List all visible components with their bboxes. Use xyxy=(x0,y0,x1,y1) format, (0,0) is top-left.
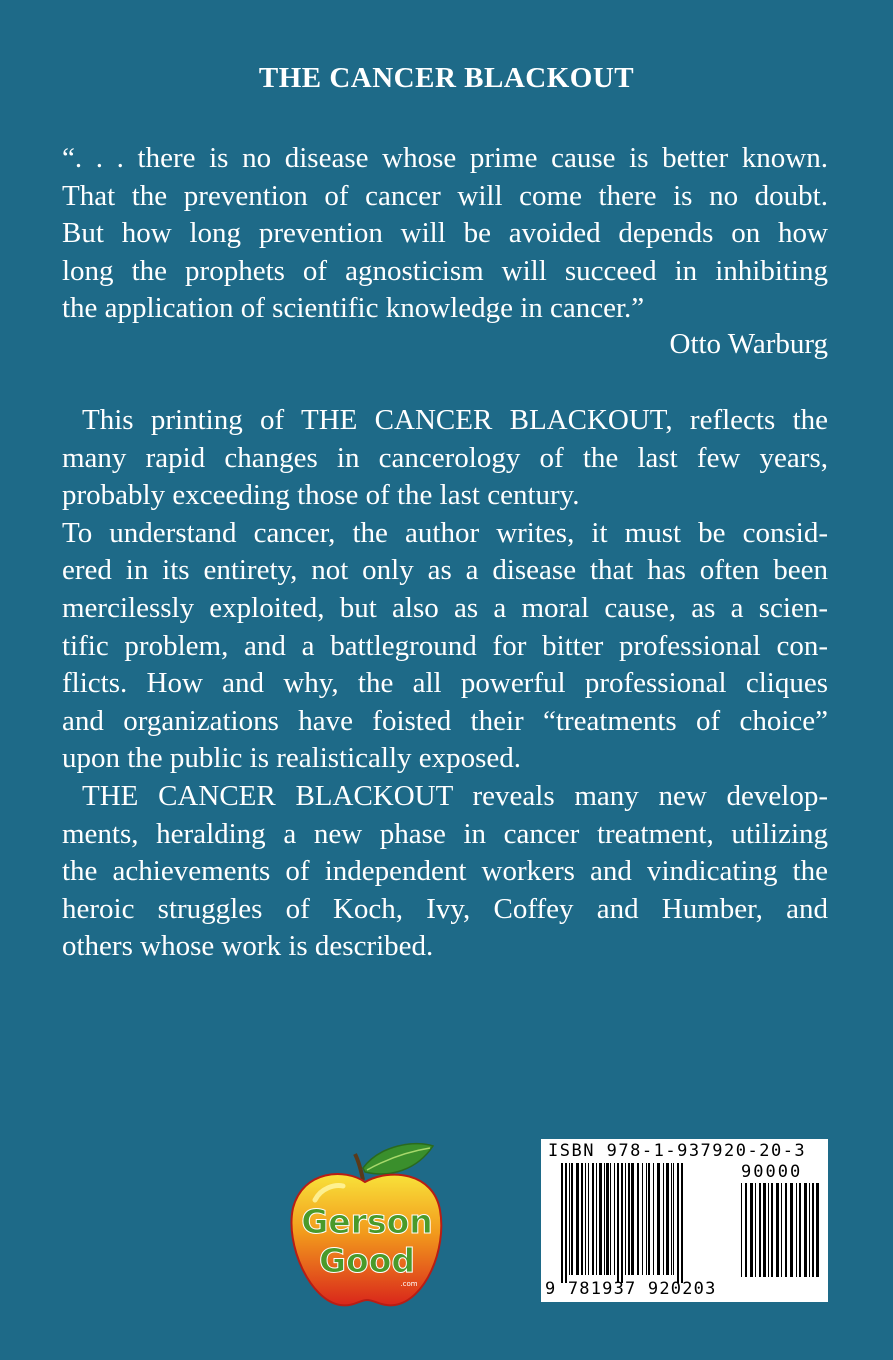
barcode-bar xyxy=(610,1163,611,1275)
barcode-bar xyxy=(768,1183,769,1277)
barcode-bar xyxy=(621,1163,623,1283)
barcode-bar xyxy=(596,1163,597,1275)
barcode-bar xyxy=(571,1163,573,1275)
blurb-line: flicts. How and why, the all powerful professional cliques xyxy=(62,667,828,700)
barcode-bar xyxy=(796,1183,797,1277)
blurb-line: the achievements of independent workers and vindicating the xyxy=(62,855,828,888)
barcode-bar xyxy=(804,1183,807,1277)
price-code: 90000 xyxy=(741,1162,803,1182)
blurb-line: mercilessly exploited, but also as a moral cause, as a scien- xyxy=(62,591,828,624)
barcode-bar xyxy=(565,1163,567,1283)
barcode-bar xyxy=(771,1183,773,1277)
quote-attribution: Otto Warburg xyxy=(669,328,828,360)
barcode-bar xyxy=(637,1163,639,1275)
barcode-bar xyxy=(812,1183,814,1277)
ean-digits: 9 781937 920203 xyxy=(545,1279,717,1299)
blurb-line: others whose work is described. xyxy=(62,930,434,963)
blurb-line: probably exceeding those of the last century. xyxy=(62,479,580,512)
blurb-line: ered in its entirety, not only as a disease that has often been xyxy=(62,554,828,587)
blurb-line: many rapid changes in cancerology of the last few years, xyxy=(62,441,828,474)
barcode-bar xyxy=(569,1163,570,1275)
barcode-bar xyxy=(776,1183,779,1277)
logo-word-gerson: Gerson xyxy=(301,1202,433,1241)
barcode-bar xyxy=(785,1183,787,1277)
barcode-bar xyxy=(592,1163,594,1275)
blurb-line: and organizations have foisted their “treatments of choice” xyxy=(62,704,828,737)
quote-line: long the prophets of agnosticism will succeed in inhibiting xyxy=(62,254,828,287)
barcode-bar xyxy=(790,1183,793,1277)
barcode-bar xyxy=(750,1183,753,1277)
barcode-bar xyxy=(646,1163,647,1275)
blurb-line: THE CANCER BLACKOUT reveals many new develop- xyxy=(82,779,828,812)
blurb-line: This printing of THE CANCER BLACKOUT, reflects the xyxy=(82,404,828,436)
barcode-bar xyxy=(614,1163,615,1275)
isbn-barcode xyxy=(541,1139,828,1302)
barcode-bar xyxy=(581,1163,583,1275)
barcode-bar xyxy=(625,1163,626,1275)
gerson-good-logo xyxy=(285,1140,450,1310)
barcode-bar xyxy=(755,1183,756,1277)
quote-line: “. . . there is no disease whose prime cause is better known. xyxy=(62,142,828,174)
barcode-bar xyxy=(741,1183,742,1277)
barcode-bar xyxy=(681,1163,683,1283)
barcode-bar xyxy=(763,1183,766,1277)
quote-line: That the prevention of cancer will come there is no doubt. xyxy=(62,179,828,212)
barcode-bar xyxy=(781,1183,782,1277)
barcode-bar xyxy=(599,1163,602,1275)
barcode-bar xyxy=(588,1163,589,1275)
apple-logo-icon xyxy=(285,1140,450,1310)
blurb-line: tific problem, and a battleground for bitter professional con- xyxy=(62,629,828,662)
barcode-bar xyxy=(642,1163,643,1275)
logo-dotcom: .com xyxy=(400,1280,418,1288)
barcode-bar xyxy=(604,1163,605,1275)
barcode-bar xyxy=(631,1163,634,1275)
barcode-bar xyxy=(606,1163,609,1275)
blurb-line: heroic struggles of Koch, Ivy, Coffey and Humber, and xyxy=(62,892,828,925)
epigraph-quote xyxy=(62,140,828,328)
barcode-bar xyxy=(648,1163,650,1275)
quote-line: But how long prevention will be avoided depends on how xyxy=(62,217,828,249)
barcode-bar xyxy=(561,1163,563,1283)
book-title: THE CANCER BLACKOUT xyxy=(258,62,635,94)
barcode-bar xyxy=(673,1163,674,1275)
barcode-bar xyxy=(576,1163,579,1275)
isbn-number: ISBN 978-1-937920-20-3 xyxy=(548,1141,807,1161)
barcode-bar xyxy=(677,1163,679,1283)
barcode-bar xyxy=(671,1163,672,1275)
barcode-bar xyxy=(759,1183,761,1277)
barcode-bar xyxy=(663,1163,664,1275)
barcode-bar xyxy=(657,1163,660,1275)
barcode-bar xyxy=(666,1163,669,1275)
barcode-bar xyxy=(799,1183,801,1277)
blurb-line: ments, heralding a new phase in cancer treatment, utilizing xyxy=(62,817,828,850)
barcode-bar xyxy=(617,1163,619,1283)
logo-word-good: Good xyxy=(318,1241,416,1280)
barcode-bar xyxy=(628,1163,630,1275)
blurb-line: To understand cancer, the author writes, it must be consid- xyxy=(62,516,828,549)
blurb-line: upon the public is realistically exposed. xyxy=(62,742,522,775)
barcode-bar xyxy=(816,1183,819,1277)
quote-line: the application of scientific knowledge in cancer.” xyxy=(62,292,645,324)
barcode-bar xyxy=(585,1163,586,1275)
barcode-bar xyxy=(653,1163,654,1275)
barcode-bar xyxy=(745,1183,747,1277)
blurb-text xyxy=(62,402,828,966)
barcode-bar xyxy=(809,1183,810,1277)
